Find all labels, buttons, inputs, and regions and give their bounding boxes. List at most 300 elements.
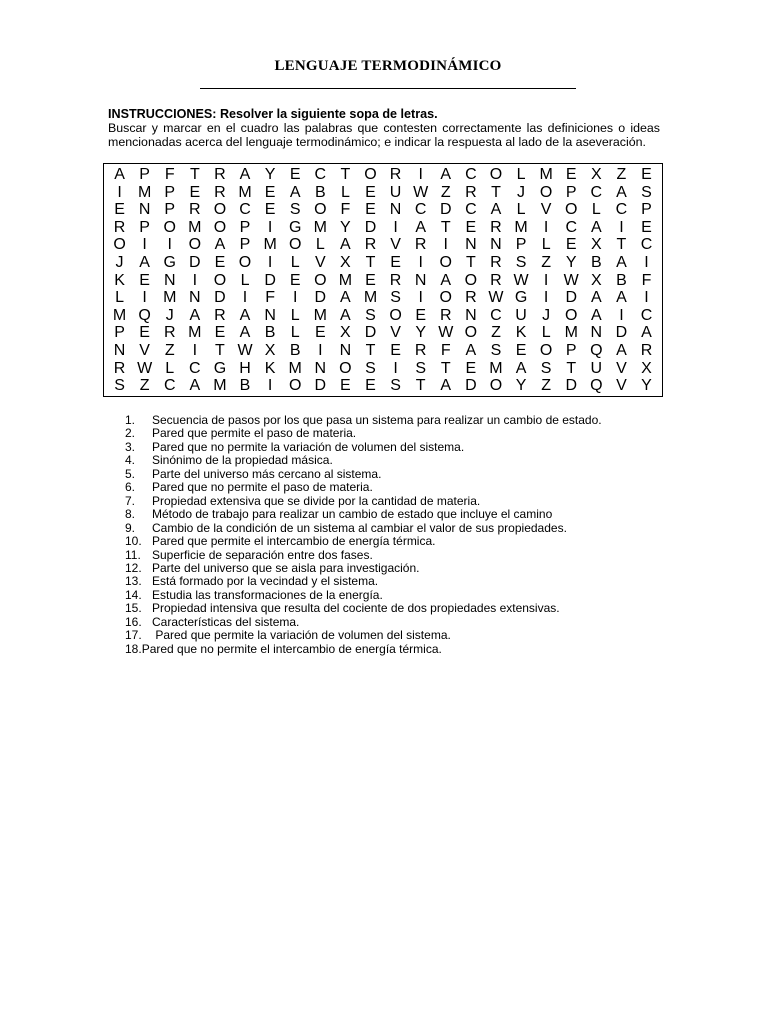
- grid-letter[interactable]: Y: [515, 377, 527, 395]
- grid-letter[interactable]: W: [438, 324, 454, 342]
- grid-letter[interactable]: I: [644, 253, 649, 271]
- grid-letter[interactable]: N: [163, 271, 176, 289]
- grid-letter[interactable]: Z: [139, 377, 150, 395]
- grid-letter[interactable]: C: [640, 306, 653, 324]
- grid-letter[interactable]: Y: [415, 324, 426, 342]
- grid-letter[interactable]: E: [365, 377, 376, 395]
- grid-letter[interactable]: T: [365, 341, 376, 359]
- grid-letter[interactable]: E: [264, 183, 276, 201]
- grid-letter[interactable]: M: [263, 236, 277, 254]
- grid-letter[interactable]: A: [340, 289, 351, 307]
- grid-letter[interactable]: G: [163, 253, 176, 271]
- grid-letter[interactable]: E: [289, 271, 301, 289]
- grid-letter[interactable]: T: [491, 183, 501, 201]
- grid-letter[interactable]: V: [139, 341, 150, 359]
- grid-letter[interactable]: N: [465, 306, 477, 324]
- grid-letter[interactable]: T: [465, 253, 476, 271]
- grid-letter[interactable]: I: [393, 359, 398, 377]
- grid-letter[interactable]: L: [541, 236, 551, 254]
- grid-letter[interactable]: D: [364, 218, 377, 236]
- grid-letter[interactable]: N: [264, 306, 276, 324]
- grid-letter[interactable]: C: [490, 306, 502, 324]
- grid-letter[interactable]: E: [139, 324, 150, 342]
- grid-letter[interactable]: P: [139, 166, 150, 183]
- grid-letter[interactable]: S: [390, 377, 401, 395]
- definition-text: Características del sistema.: [152, 614, 300, 629]
- grid-letter[interactable]: S: [390, 289, 401, 307]
- grid-letter[interactable]: O: [539, 183, 553, 201]
- grid-letter[interactable]: L: [290, 324, 300, 342]
- grid-letter[interactable]: Z: [491, 324, 501, 342]
- grid-letter[interactable]: M: [112, 306, 127, 324]
- grid-letter[interactable]: W: [237, 341, 253, 359]
- grid-letter[interactable]: A: [340, 306, 351, 324]
- grid-letter[interactable]: Z: [541, 253, 552, 271]
- grid-letter[interactable]: A: [616, 253, 627, 271]
- grid-letter[interactable]: S: [490, 341, 502, 359]
- grid-letter[interactable]: R: [364, 236, 377, 254]
- grid-letter[interactable]: I: [393, 218, 398, 236]
- grid-letter[interactable]: E: [465, 218, 477, 236]
- grid-letter[interactable]: A: [289, 183, 301, 201]
- grid-letter[interactable]: R: [389, 166, 402, 183]
- grid-letter[interactable]: P: [139, 218, 150, 236]
- grid-letter[interactable]: R: [465, 183, 477, 201]
- grid-letter[interactable]: V: [540, 201, 552, 219]
- grid-letter[interactable]: L: [240, 271, 250, 289]
- grid-letter[interactable]: I: [644, 289, 649, 307]
- grid-letter[interactable]: I: [267, 253, 273, 271]
- grid-letter[interactable]: I: [142, 289, 147, 307]
- grid-letter[interactable]: T: [440, 359, 451, 377]
- grid-letter[interactable]: E: [289, 166, 301, 183]
- grid-letter[interactable]: M: [539, 166, 553, 183]
- grid-letter[interactable]: N: [113, 341, 126, 359]
- grid-letter[interactable]: A: [239, 306, 251, 324]
- grid-letter[interactable]: T: [365, 253, 376, 271]
- grid-letter[interactable]: O: [339, 359, 352, 377]
- grid-letter[interactable]: E: [565, 236, 577, 254]
- grid-letter[interactable]: A: [440, 166, 452, 183]
- grid-letter[interactable]: I: [142, 236, 147, 254]
- grid-letter[interactable]: C: [565, 218, 578, 236]
- title-underline: [200, 88, 576, 89]
- grid-letter[interactable]: A: [590, 218, 602, 236]
- grid-letter[interactable]: V: [390, 236, 401, 254]
- grid-letter[interactable]: B: [289, 341, 301, 359]
- grid-letter[interactable]: O: [489, 166, 503, 183]
- grid-letter[interactable]: P: [239, 218, 251, 236]
- grid-letter[interactable]: E: [390, 341, 401, 359]
- grid-letter[interactable]: A: [139, 253, 150, 271]
- grid-letter[interactable]: X: [340, 324, 351, 342]
- grid-letter[interactable]: J: [542, 306, 551, 324]
- grid-letter[interactable]: D: [264, 271, 276, 289]
- grid-letter[interactable]: W: [413, 183, 429, 201]
- grid-letter[interactable]: W: [137, 359, 153, 377]
- definition-number: 16.: [125, 614, 142, 629]
- grid-letter[interactable]: M: [564, 324, 578, 342]
- grid-letter[interactable]: U: [389, 183, 402, 201]
- grid-letter[interactable]: R: [113, 218, 126, 236]
- grid-letter[interactable]: P: [565, 341, 577, 359]
- grid-letter[interactable]: E: [139, 271, 150, 289]
- grid-letter[interactable]: R: [214, 306, 226, 324]
- grid-letter[interactable]: A: [590, 289, 602, 307]
- grid-letter[interactable]: T: [215, 341, 225, 359]
- grid-letter[interactable]: C: [314, 166, 327, 183]
- grid-letter[interactable]: N: [314, 359, 327, 377]
- grid-letter[interactable]: C: [615, 201, 628, 219]
- grid-letter[interactable]: S: [365, 306, 376, 324]
- grid-letter[interactable]: R: [214, 183, 226, 201]
- grid-letter[interactable]: E: [415, 306, 426, 324]
- grid-letter[interactable]: D: [439, 201, 452, 219]
- grid-letter[interactable]: A: [590, 306, 602, 324]
- grid-letter[interactable]: N: [339, 341, 352, 359]
- grid-letter[interactable]: W: [563, 271, 579, 289]
- grid-letter[interactable]: W: [513, 271, 529, 289]
- grid-letter[interactable]: E: [515, 341, 527, 359]
- grid-letter[interactable]: E: [465, 359, 477, 377]
- grid-letter[interactable]: M: [188, 218, 202, 236]
- grid-letter[interactable]: V: [616, 359, 627, 377]
- grid-letter[interactable]: E: [641, 166, 652, 183]
- grid-letter[interactable]: M: [514, 218, 528, 236]
- grid-letter[interactable]: D: [565, 377, 578, 395]
- grid-letter[interactable]: A: [616, 183, 627, 201]
- grid-letter[interactable]: R: [640, 341, 653, 359]
- grid-letter[interactable]: I: [543, 218, 549, 236]
- grid-letter[interactable]: E: [365, 183, 376, 201]
- grid-letter[interactable]: X: [340, 253, 351, 271]
- grid-letter[interactable]: G: [288, 218, 302, 236]
- grid-letter[interactable]: I: [318, 341, 323, 359]
- grid-letter[interactable]: R: [439, 306, 452, 324]
- grid-letter[interactable]: I: [117, 183, 122, 201]
- grid-letter[interactable]: A: [616, 341, 627, 359]
- grid-letter[interactable]: N: [590, 324, 603, 342]
- grid-letter[interactable]: R: [414, 341, 427, 359]
- grid-letter[interactable]: O: [314, 201, 327, 219]
- definition-text: Sinónimo de la propiedad másica.: [152, 453, 333, 468]
- grid-letter[interactable]: P: [515, 236, 527, 254]
- grid-letter[interactable]: M: [213, 377, 227, 395]
- grid-letter[interactable]: A: [616, 289, 627, 307]
- grid-letter[interactable]: O: [314, 271, 327, 289]
- grid-letter[interactable]: M: [238, 183, 252, 201]
- grid-letter[interactable]: Q: [590, 341, 603, 359]
- grid-letter[interactable]: P: [565, 183, 577, 201]
- grid-letter[interactable]: O: [539, 341, 553, 359]
- grid-letter[interactable]: M: [288, 359, 302, 377]
- grid-letter[interactable]: S: [641, 183, 652, 201]
- grid-letter[interactable]: N: [389, 201, 402, 219]
- grid-letter[interactable]: C: [239, 201, 251, 219]
- grid-letter[interactable]: J: [115, 253, 124, 271]
- grid-letter[interactable]: C: [465, 166, 477, 183]
- definition-item: [125, 414, 685, 427]
- grid-letter[interactable]: O: [288, 236, 302, 254]
- grid-letter[interactable]: O: [163, 218, 176, 236]
- grid-letter[interactable]: Y: [641, 377, 652, 395]
- grid-letter[interactable]: O: [113, 236, 126, 254]
- grid-letter[interactable]: E: [365, 201, 376, 219]
- grid-letter[interactable]: E: [214, 324, 226, 342]
- grid-letter[interactable]: D: [364, 324, 377, 342]
- grid-letter[interactable]: E: [189, 183, 201, 201]
- grid-letter[interactable]: E: [214, 253, 226, 271]
- grid-letter[interactable]: A: [440, 377, 452, 395]
- grid-letter[interactable]: L: [115, 289, 124, 307]
- grid-letter[interactable]: J: [517, 183, 526, 201]
- grid-letter[interactable]: R: [189, 201, 201, 219]
- grid-letter[interactable]: X: [590, 166, 602, 183]
- grid-letter[interactable]: T: [189, 166, 200, 183]
- grid-letter[interactable]: Z: [440, 183, 451, 201]
- grid-letter[interactable]: S: [114, 377, 125, 395]
- grid-letter[interactable]: J: [165, 306, 174, 324]
- grid-letter[interactable]: Z: [541, 377, 552, 395]
- grid-letter[interactable]: M: [163, 289, 177, 307]
- grid-letter[interactable]: R: [214, 166, 226, 183]
- grid-letter[interactable]: D: [615, 324, 628, 342]
- grid-letter[interactable]: R: [490, 253, 502, 271]
- grid-letter[interactable]: R: [490, 218, 502, 236]
- grid-letter[interactable]: R: [163, 324, 176, 342]
- grid-letter[interactable]: O: [464, 271, 478, 289]
- grid-letter[interactable]: E: [340, 377, 351, 395]
- grid-letter[interactable]: O: [288, 377, 302, 395]
- grid-letter[interactable]: O: [389, 306, 402, 324]
- grid-letter[interactable]: B: [590, 253, 602, 271]
- grid-letter[interactable]: A: [641, 324, 652, 342]
- grid-letter[interactable]: P: [239, 236, 251, 254]
- grid-letter[interactable]: F: [164, 166, 175, 183]
- grid-letter[interactable]: K: [515, 324, 527, 342]
- grid-letter[interactable]: B: [264, 324, 276, 342]
- grid-letter[interactable]: B: [239, 377, 251, 395]
- grid-letter[interactable]: M: [313, 306, 327, 324]
- grid-letter[interactable]: M: [313, 218, 327, 236]
- grid-letter[interactable]: C: [640, 236, 653, 254]
- grid-letter[interactable]: Y: [565, 253, 577, 271]
- grid-letter[interactable]: I: [292, 289, 298, 307]
- grid-letter[interactable]: L: [591, 201, 601, 219]
- grid-letter[interactable]: D: [465, 377, 477, 395]
- grid-letter[interactable]: Y: [340, 218, 351, 236]
- grid-letter[interactable]: Q: [590, 377, 603, 395]
- grid-letter[interactable]: C: [414, 201, 427, 219]
- grid-letter[interactable]: O: [439, 289, 452, 307]
- grid-letter[interactable]: I: [543, 289, 549, 307]
- grid-letter[interactable]: T: [616, 236, 627, 254]
- grid-letter[interactable]: I: [418, 253, 423, 271]
- grid-letter[interactable]: A: [189, 306, 201, 324]
- grid-letter[interactable]: G: [514, 289, 528, 307]
- grid-letter[interactable]: O: [188, 236, 202, 254]
- grid-letter[interactable]: T: [566, 359, 577, 377]
- grid-letter[interactable]: F: [265, 289, 275, 307]
- grid-letter[interactable]: R: [389, 271, 402, 289]
- grid-letter[interactable]: P: [164, 183, 176, 201]
- definition-item: [125, 602, 685, 615]
- grid-letter[interactable]: C: [189, 359, 201, 377]
- grid-letter[interactable]: I: [619, 306, 624, 324]
- grid-letter[interactable]: E: [365, 271, 376, 289]
- grid-letter[interactable]: F: [641, 271, 652, 289]
- grid-letter[interactable]: I: [418, 289, 423, 307]
- grid-letter[interactable]: G: [213, 359, 227, 377]
- grid-letter[interactable]: D: [565, 289, 578, 307]
- grid-letter[interactable]: W: [488, 289, 504, 307]
- grid-letter[interactable]: A: [214, 236, 226, 254]
- grid-letter[interactable]: I: [543, 271, 549, 289]
- grid-letter[interactable]: M: [363, 289, 378, 307]
- grid-letter[interactable]: R: [113, 359, 126, 377]
- grid-letter[interactable]: A: [340, 236, 351, 254]
- grid-letter[interactable]: B: [616, 271, 627, 289]
- grid-letter[interactable]: L: [290, 306, 300, 324]
- grid-letter[interactable]: O: [565, 306, 578, 324]
- grid-letter[interactable]: X: [590, 236, 602, 254]
- grid-letter[interactable]: X: [264, 341, 276, 359]
- grid-row: [104, 166, 662, 184]
- grid-letter[interactable]: A: [189, 377, 201, 395]
- grid-letter[interactable]: L: [340, 183, 350, 201]
- grid-letter[interactable]: P: [164, 201, 176, 219]
- grid-letter[interactable]: E: [390, 253, 401, 271]
- grid-letter[interactable]: N: [465, 236, 477, 254]
- grid-letter[interactable]: D: [314, 377, 327, 395]
- grid-letter[interactable]: V: [616, 377, 627, 395]
- grid-letter[interactable]: R: [490, 271, 502, 289]
- grid-letter[interactable]: Q: [138, 306, 151, 324]
- definition-text: Pared que permite la variación de volumen del sistema.: [152, 628, 451, 643]
- grid-letter[interactable]: E: [565, 166, 577, 183]
- grid-letter[interactable]: D: [214, 289, 226, 307]
- grid-letter[interactable]: L: [516, 166, 526, 183]
- grid-letter[interactable]: O: [213, 201, 227, 219]
- grid-letter[interactable]: I: [443, 236, 448, 254]
- grid-letter[interactable]: L: [290, 253, 300, 271]
- grid-letter[interactable]: R: [465, 289, 477, 307]
- grid-letter[interactable]: I: [192, 271, 198, 289]
- grid-letter[interactable]: I: [167, 236, 172, 254]
- definition-number: 9.: [125, 520, 136, 535]
- grid-letter[interactable]: A: [490, 201, 502, 219]
- grid-letter[interactable]: R: [414, 236, 427, 254]
- grid-letter[interactable]: Y: [264, 166, 276, 183]
- grid-letter[interactable]: L: [315, 236, 325, 254]
- grid-letter[interactable]: K: [264, 359, 276, 377]
- grid-row: [104, 272, 662, 290]
- definition-item: [125, 441, 685, 454]
- grid-letter[interactable]: O: [565, 201, 578, 219]
- grid-letter[interactable]: K: [114, 271, 125, 289]
- grid-letter[interactable]: V: [314, 253, 326, 271]
- grid-letter[interactable]: N: [414, 271, 427, 289]
- grid-letter[interactable]: L: [165, 359, 175, 377]
- definition-number: 18.: [125, 641, 142, 656]
- grid-letter[interactable]: S: [415, 359, 426, 377]
- grid-letter[interactable]: P: [641, 201, 652, 219]
- grid-row: [104, 219, 662, 237]
- grid-letter[interactable]: O: [489, 377, 503, 395]
- grid-letter[interactable]: A: [440, 271, 452, 289]
- grid-letter[interactable]: E: [114, 201, 125, 219]
- grid-letter[interactable]: N: [490, 236, 502, 254]
- grid-letter[interactable]: I: [418, 166, 423, 183]
- grid-letter[interactable]: U: [515, 306, 527, 324]
- grid-letter[interactable]: B: [314, 183, 326, 201]
- grid-letter[interactable]: M: [338, 271, 353, 289]
- grid-letter[interactable]: V: [390, 324, 401, 342]
- grid-letter[interactable]: X: [590, 271, 602, 289]
- grid-letter[interactable]: L: [541, 324, 551, 342]
- grid-letter[interactable]: M: [489, 359, 503, 377]
- grid-letter[interactable]: S: [365, 359, 376, 377]
- grid-letter[interactable]: A: [239, 324, 251, 342]
- grid-letter[interactable]: C: [465, 201, 477, 219]
- word-search-grid: [103, 163, 663, 397]
- grid-letter[interactable]: N: [138, 201, 151, 219]
- grid-letter[interactable]: T: [440, 218, 451, 236]
- grid-letter[interactable]: S: [515, 253, 527, 271]
- grid-letter[interactable]: X: [641, 359, 652, 377]
- grid-letter[interactable]: O: [213, 218, 227, 236]
- grid-letter[interactable]: A: [114, 166, 125, 183]
- grid-letter[interactable]: L: [516, 201, 526, 219]
- grid-letter[interactable]: N: [189, 289, 201, 307]
- grid-letter[interactable]: D: [189, 253, 201, 271]
- grid-letter[interactable]: O: [439, 253, 452, 271]
- grid-letter[interactable]: P: [114, 324, 125, 342]
- grid-letter[interactable]: M: [137, 183, 152, 201]
- grid-letter[interactable]: S: [540, 359, 552, 377]
- grid-letter[interactable]: O: [464, 324, 478, 342]
- grid-letter[interactable]: E: [641, 218, 652, 236]
- grid-letter[interactable]: F: [440, 341, 451, 359]
- grid-letter[interactable]: T: [340, 166, 351, 183]
- grid-letter[interactable]: E: [314, 324, 326, 342]
- grid-letter[interactable]: S: [289, 201, 301, 219]
- grid-letter[interactable]: C: [163, 377, 176, 395]
- grid-letter[interactable]: D: [314, 289, 327, 307]
- grid-letter[interactable]: I: [242, 289, 248, 307]
- grid-letter[interactable]: A: [415, 218, 426, 236]
- grid-letter[interactable]: M: [188, 324, 202, 342]
- grid-letter[interactable]: Z: [164, 341, 175, 359]
- grid-letter[interactable]: I: [619, 218, 624, 236]
- grid-letter[interactable]: A: [239, 166, 251, 183]
- grid-letter[interactable]: H: [239, 359, 251, 377]
- grid-letter[interactable]: T: [415, 377, 426, 395]
- grid-letter[interactable]: I: [267, 377, 273, 395]
- grid-letter[interactable]: C: [590, 183, 603, 201]
- grid-letter[interactable]: I: [192, 341, 198, 359]
- grid-letter[interactable]: O: [238, 253, 252, 271]
- grid-letter[interactable]: E: [264, 201, 276, 219]
- grid-letter[interactable]: A: [515, 359, 527, 377]
- grid-letter[interactable]: Z: [616, 166, 627, 183]
- grid-letter[interactable]: U: [590, 359, 603, 377]
- grid-letter[interactable]: I: [267, 218, 273, 236]
- grid-letter[interactable]: O: [364, 166, 377, 183]
- grid-letter[interactable]: O: [213, 271, 227, 289]
- grid-letter[interactable]: A: [465, 341, 477, 359]
- grid-letter[interactable]: F: [340, 201, 351, 219]
